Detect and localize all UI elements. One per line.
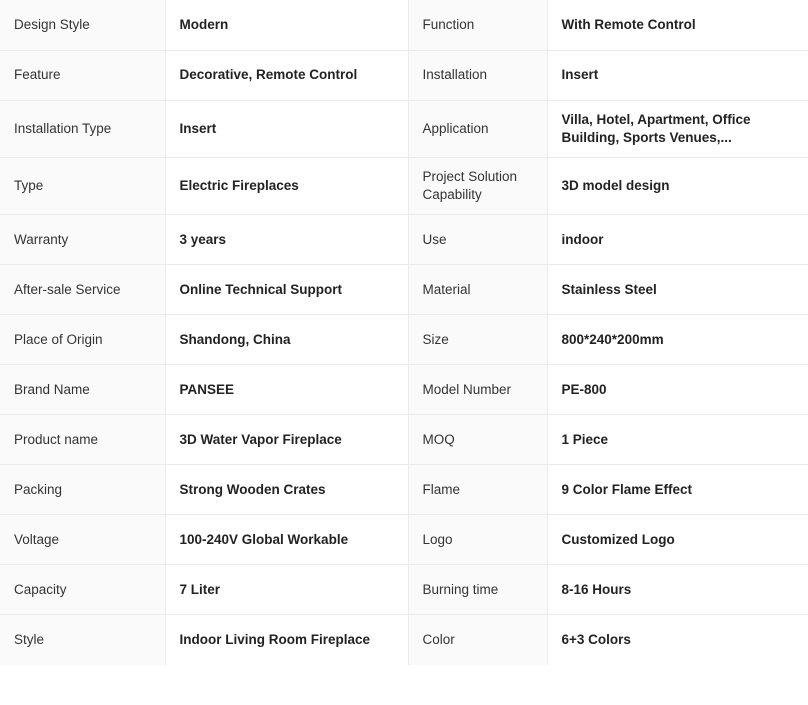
spec-value: 3D model design [547, 157, 808, 214]
table-row [0, 50, 808, 100]
spec-label: Voltage [0, 515, 165, 565]
spec-label: Function [408, 0, 547, 50]
spec-label: Flame [408, 465, 547, 515]
spec-value: 1 Piece [547, 415, 808, 465]
spec-label: Material [408, 265, 547, 315]
spec-value: 800*240*200mm [547, 315, 808, 365]
spec-label: Project Solution Capability [408, 157, 547, 214]
table-row [0, 265, 808, 315]
spec-value: Strong Wooden Crates [165, 465, 408, 515]
spec-label: Style [0, 615, 165, 665]
spec-label: Capacity [0, 565, 165, 615]
spec-value: Stainless Steel [547, 265, 808, 315]
spec-value: 3D Water Vapor Fireplace [165, 415, 408, 465]
spec-value: Insert [165, 100, 408, 157]
spec-value: Electric Fireplaces [165, 157, 408, 214]
spec-value: 7 Liter [165, 565, 408, 615]
spec-label: Packing [0, 465, 165, 515]
spec-value: Indoor Living Room Fireplace [165, 615, 408, 665]
spec-label: Color [408, 615, 547, 665]
spec-label: Type [0, 157, 165, 214]
spec-label: Brand Name [0, 365, 165, 415]
spec-value: 3 years [165, 215, 408, 265]
spec-label: Warranty [0, 215, 165, 265]
spec-value: indoor [547, 215, 808, 265]
table-row [0, 415, 808, 465]
spec-value: Modern [165, 0, 408, 50]
table-row [0, 465, 808, 515]
spec-value: Decorative, Remote Control [165, 50, 408, 100]
table-row [0, 365, 808, 415]
spec-value: Online Technical Support [165, 265, 408, 315]
spec-value: Insert [547, 50, 808, 100]
spec-value: Shandong, China [165, 315, 408, 365]
table-row [0, 0, 808, 50]
table-row [0, 565, 808, 615]
spec-value: Villa, Hotel, Apartment, Office Building, Sports Venues,... [547, 100, 808, 157]
spec-label: Model Number [408, 365, 547, 415]
spec-label: Feature [0, 50, 165, 100]
spec-label: Logo [408, 515, 547, 565]
spec-value: 100-240V Global Workable [165, 515, 408, 565]
spec-value: 8-16 Hours [547, 565, 808, 615]
spec-label: Product name [0, 415, 165, 465]
spec-label: Installation [408, 50, 547, 100]
spec-label: Use [408, 215, 547, 265]
table-row [0, 515, 808, 565]
spec-value: With Remote Control [547, 0, 808, 50]
table-row [0, 315, 808, 365]
spec-label: Design Style [0, 0, 165, 50]
spec-value: PE-800 [547, 365, 808, 415]
spec-label: After-sale Service [0, 265, 165, 315]
spec-value: 9 Color Flame Effect [547, 465, 808, 515]
table-row [0, 157, 808, 214]
table-row [0, 100, 808, 157]
spec-label: Application [408, 100, 547, 157]
spec-label: Burning time [408, 565, 547, 615]
spec-value: PANSEE [165, 365, 408, 415]
spec-label: Installation Type [0, 100, 165, 157]
table-row [0, 215, 808, 265]
spec-value: 6+3 Colors [547, 615, 808, 665]
spec-label: Size [408, 315, 547, 365]
spec-label: MOQ [408, 415, 547, 465]
table-row [0, 615, 808, 665]
spec-value: Customized Logo [547, 515, 808, 565]
spec-label: Place of Origin [0, 315, 165, 365]
